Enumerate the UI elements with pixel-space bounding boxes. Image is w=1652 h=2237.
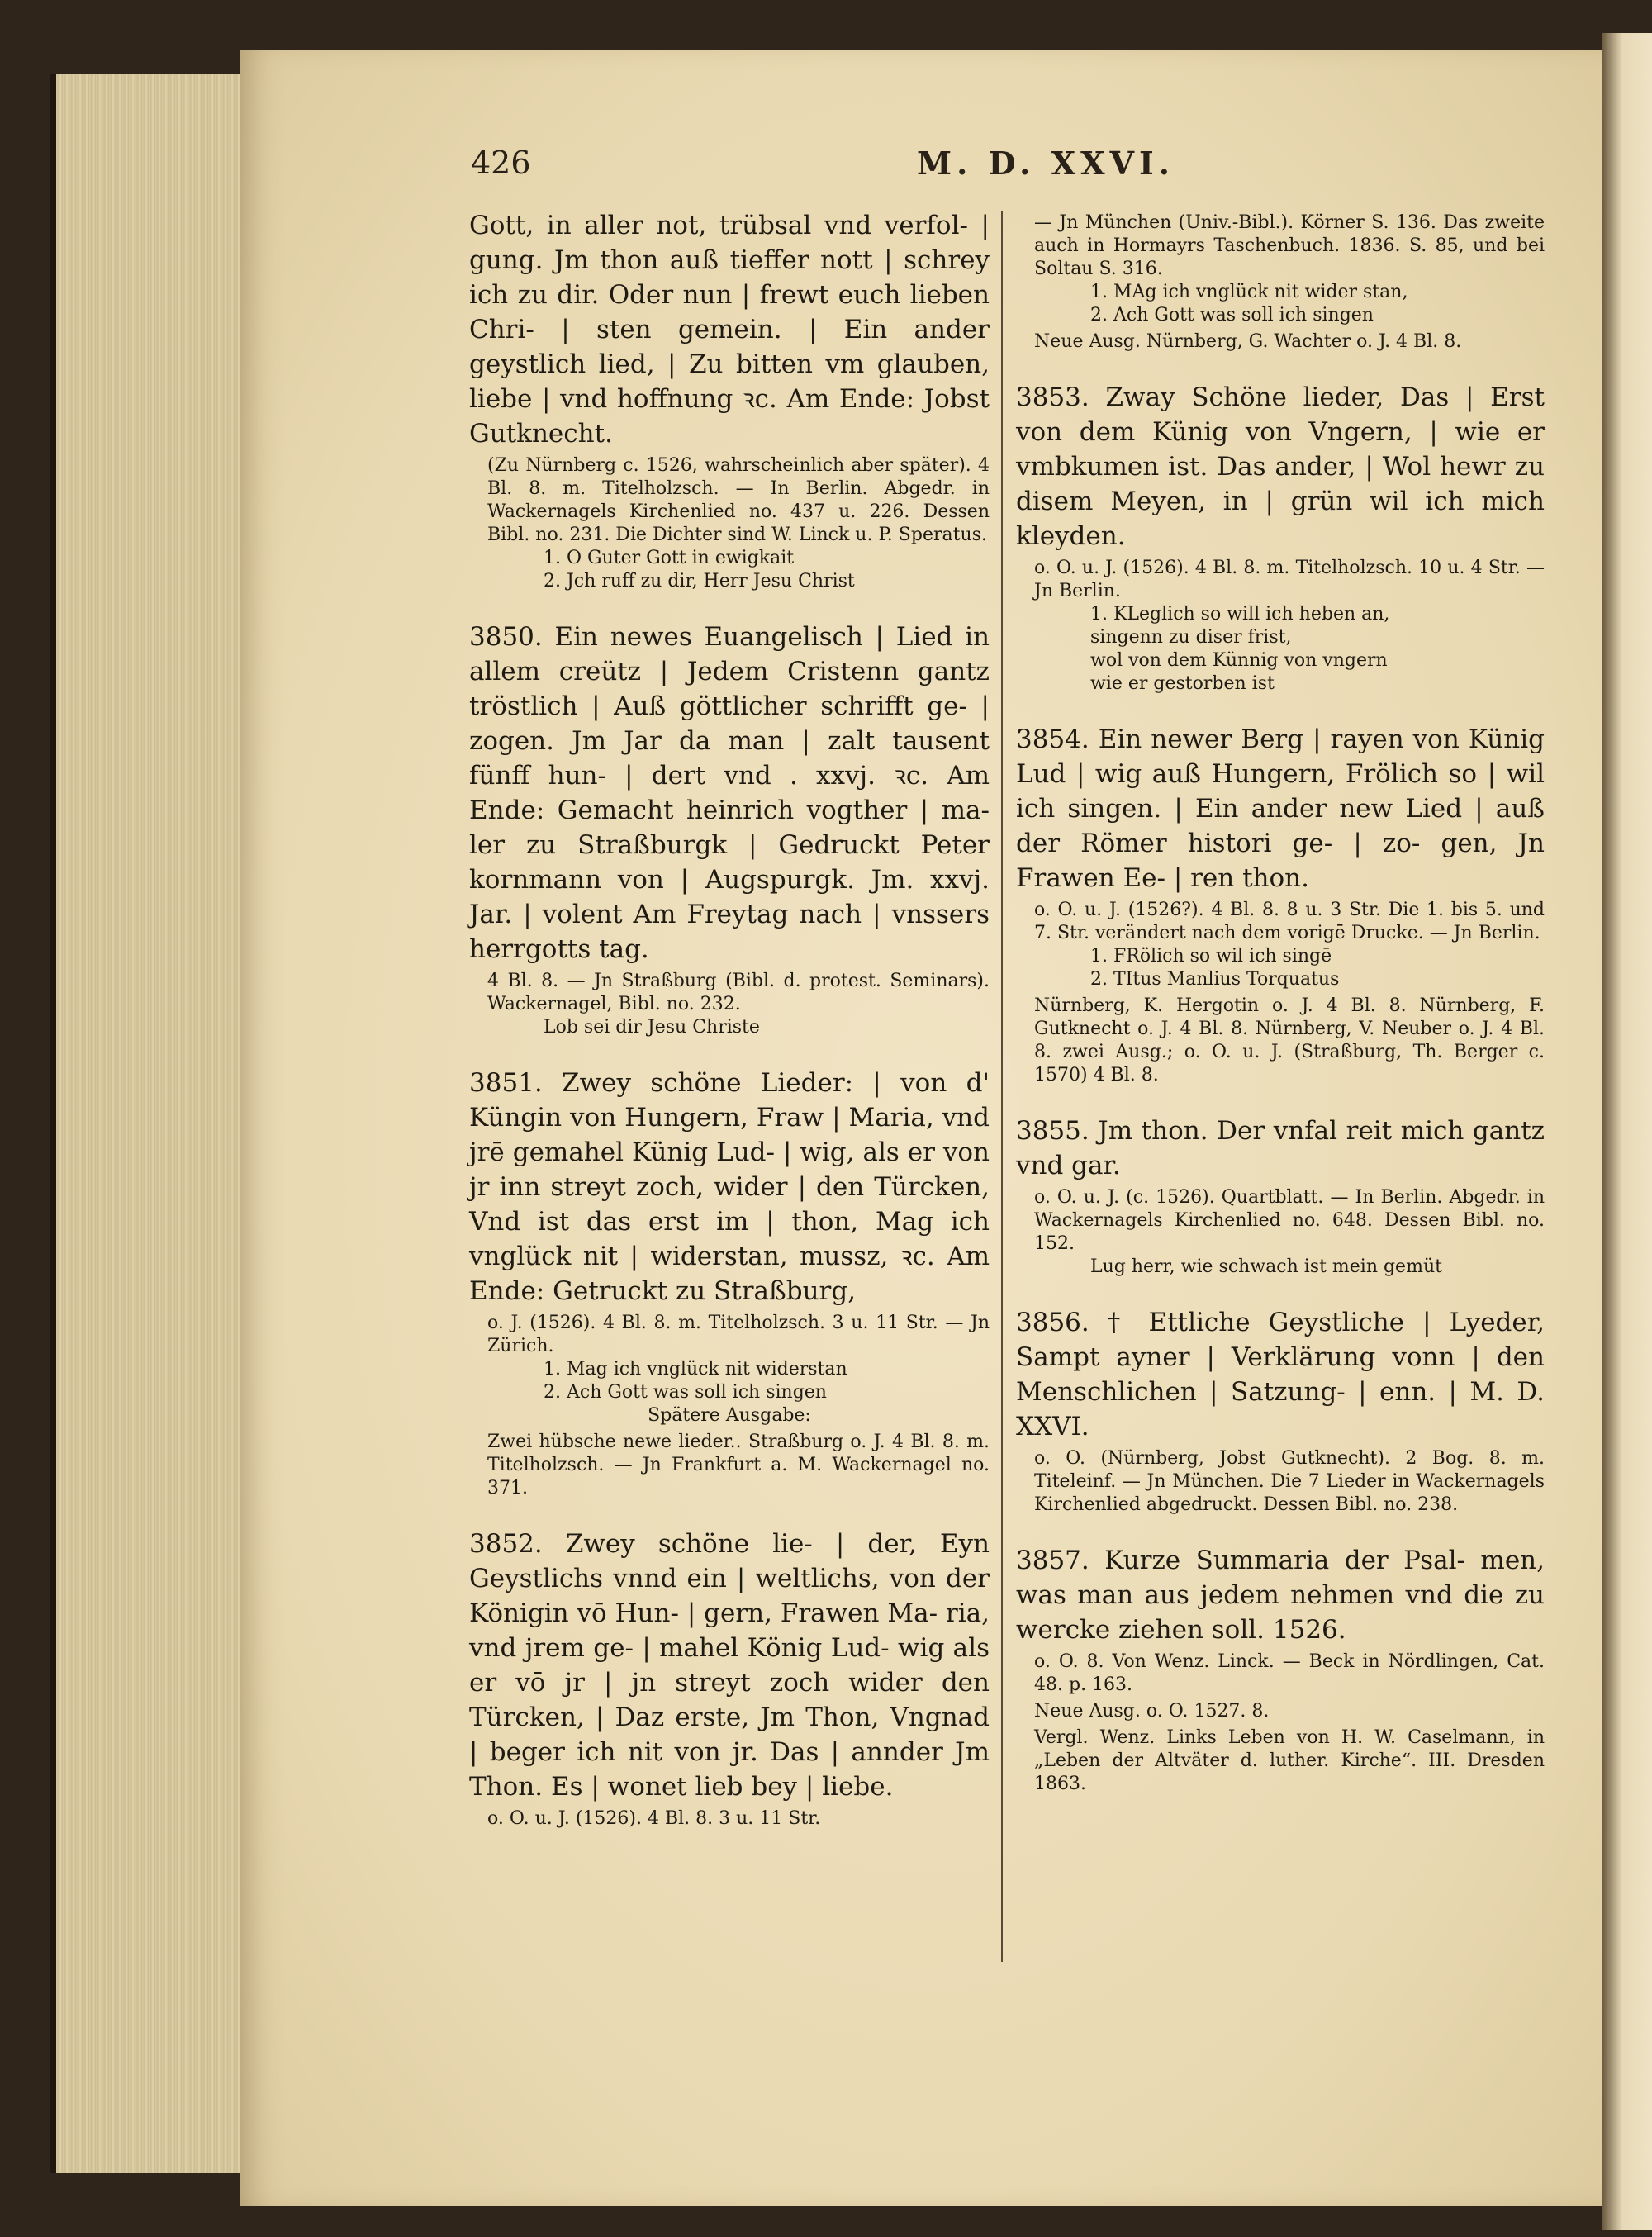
- catalog-entry: [469, 1066, 990, 1500]
- verse-incipit: singenn zu diser frist,: [1090, 627, 1292, 648]
- entry-note: Neue Ausg. Nürnberg, G. Wachter o. J. 4 Bl. 8.: [1034, 331, 1462, 352]
- entry-note: o. O. u. J. (1526). 4 Bl. 8. 3 u. 11 Str.: [487, 1808, 821, 1829]
- verse-incipit: 2. TItus Manlius Torquatus: [1090, 969, 1340, 990]
- verse-incipit: Lob sei dir Jesu Christe: [544, 1017, 760, 1038]
- catalog-entry: [1016, 722, 1545, 1087]
- verse-incipit: Lug herr, wie schwach ist mein gemüt: [1090, 1256, 1442, 1277]
- entry-note: Zwei hübsche newe lieder.. Straßburg o. J. 4 Bl. 8. m. Titelholzsch. — Jn Frankfurt a. M. Wackernagel no. 371.: [487, 1432, 990, 1498]
- column-divider: [1001, 211, 1003, 1962]
- page-edges: [50, 74, 246, 2173]
- entry-note: — Jn München (Univ.-Bibl.). Körner S. 136. Das zweite auch in Hormayrs Taschenbuch. 1836. S. 85, und bei Soltau S. 316.: [1034, 212, 1545, 279]
- verse-incipit: 1. MAg ich vnglück nit wider stan,: [1090, 282, 1408, 302]
- verse-incipit: wol von dem Künnig von vngern: [1090, 650, 1388, 671]
- entry-title: 3853. Zway Schöne lieder, Das | Erst von dem Künig von Vngern, | wie er vmbkumen ist. Das ander, | Wol hewr zu disem Meyen, in | grün wil ich mich kleyden.: [1016, 382, 1545, 551]
- catalog-entry: [469, 620, 990, 1039]
- entry-title: Gott, in aller not, trübsal vnd verfol- | gung. Jm thon auß tieffer nott | schrey ich zu dir. Oder nun | frewt euch lieben Chri- | sten gemein. | Ein ander geystlich lied, | Zu bitten vm glauben, liebe | vnd hoffnung ꝛc. Am Ende: Jobst Gutknecht.: [469, 211, 990, 449]
- catalog-entry: [1016, 211, 1545, 354]
- verse-incipit: 2. Jch ruff zu dir, Herr Jesu Christ: [544, 571, 855, 591]
- catalog-entry: [1016, 1543, 1545, 1796]
- catalog-entry: [469, 208, 990, 593]
- verse-incipit: Spätere Ausgabe:: [648, 1405, 811, 1426]
- entry-note: Nürnberg, K. Hergotin o. J. 4 Bl. 8. Nürnberg, F. Gutknecht o. J. 4 Bl. 8. Nürnberg, V. Neuber o. J. 4 Bl. 8. zwei Ausg.; o. O. u. J. (Straßburg, Th. Berger c. 1570) 4 Bl. 8.: [1034, 995, 1545, 1085]
- entry-note: o. J. (1526). 4 Bl. 8. m. Titelholzsch. 3 u. 11 Str. — Jn Zürich.: [487, 1313, 990, 1356]
- entry-note: o. O. (Nürnberg, Jobst Gutknecht). 2 Bog. 8. m. Titeleinf. — Jn München. Die 7 Lieder in Wackernagels Kirchenlied abgedruckt. Dessen Bibl. no. 238.: [1034, 1448, 1545, 1515]
- catalog-entry: [1016, 1114, 1545, 1279]
- verse-incipit: 2. Ach Gott was soll ich singen: [544, 1382, 827, 1403]
- entry-title: 3854. Ein newer Berg | rayen von Künig Lud | wig auß Hungern, Frölich so | wil ich singen. | Ein ander new Lied | auß der Römer histori ge- | zo- gen, Jn Frawen Ee- | ren thon.: [1016, 724, 1545, 893]
- entry-note: o. O. u. J. (c. 1526). Quartblatt. — In Berlin. Abgedr. in Wackernagels Kirchenlied no. 648. Dessen Bibl. no. 152.: [1034, 1187, 1545, 1254]
- entry-title: 3852. Zwey schöne lie- | der, Eyn Geystlichs vnnd ein | weltlichs, von der Königin vō Hun- | gern, Frawen Ma- ria, vnd jrem ge- | mahel König Lud- wig als er vō jr | jn streyt zoch wider den Türcken, | Daz erste, Jm Thon, Vngnad | beger ich nit von jr. Das | annder Jm Thon. Es | wonet lieb bey | liebe.: [469, 1529, 990, 1802]
- verse-incipit: wie er gestorben ist: [1090, 673, 1275, 694]
- verse-incipit: 1. Mag ich vnglück nit widerstan: [544, 1359, 847, 1380]
- facing-page-edge: [1602, 33, 1652, 2230]
- verse-incipit: 2. Ach Gott was soll ich singen: [1090, 305, 1374, 325]
- entry-note: Vergl. Wenz. Links Leben von H. W. Caselmann, in „Leben der Altväter d. luther. Kirche“. III. Dresden 1863.: [1034, 1727, 1545, 1794]
- catalog-entry: [1016, 380, 1545, 696]
- entry-title: 3851. Zwey schöne Lieder: | von d' Küngin von Hungern, Fraw | Maria, vnd jrē gemahel Künig Lud- | wig, als er von jr inn streyt zoch, wider | den Türcken, Vnd ist das erst im | thon, Mag ich vnglück nit | widerstan, mussz, ꝛc. Am Ende: Getruckt zu Straßburg,: [469, 1068, 990, 1306]
- entry-note: o. O. u. J. (1526). 4 Bl. 8. m. Titelholzsch. 10 u. 4 Str. — Jn Berlin.: [1034, 558, 1545, 601]
- entry-note: 4 Bl. 8. — Jn Straßburg (Bibl. d. protest. Seminars). Wackernagel, Bibl. no. 232.: [487, 971, 990, 1014]
- verse-incipit: 1. FRölich so wil ich singē: [1090, 946, 1332, 967]
- verse-incipit: 1. KLeglich so will ich heben an,: [1090, 604, 1390, 625]
- header-title: M. D. XXVI.: [917, 145, 1175, 182]
- entry-note: o. O. 8. Von Wenz. Linck. — Beck in Nördlingen, Cat. 48. p. 163.: [1034, 1651, 1545, 1695]
- entry-note: (Zu Nürnberg c. 1526, wahrscheinlich aber später). 4 Bl. 8. m. Titelholzsch. — In Berlin. Abgedr. in Wackernagels Kirchenlied no. 437 u. 226. Dessen Bibl. no. 231. Die Dichter sind W. Linck u. P. Speratus.: [487, 455, 990, 545]
- entry-note: Neue Ausg. o. O. 1527. 8.: [1034, 1701, 1270, 1722]
- right-column: [1016, 208, 1545, 1822]
- entry-title: 3850. Ein newes Euangelisch | Lied in allem creütz | Jedem Cristenn gantz tröstlich | Auß göttlicher schrifft ge- | zogen. Jm Jar da man | zalt tausent fünff hun- | dert vnd . xxvj. ꝛc. Am Ende: Gemacht heinrich vogther | ma- ler zu Straßburgk | Gedruckt Peter kornmann von | Augspurgk. Jm. xxvj. Jar. | volent Am Freytag nach | vnssers herrgotts tag.: [469, 622, 990, 964]
- catalog-entry: [469, 1527, 990, 1831]
- catalog-entry: [1016, 1305, 1545, 1517]
- verse-incipit: 1. O Guter Gott in ewigkait: [544, 548, 795, 568]
- entry-title: 3856. † Ettliche Geystliche | Lyeder, Sampt ayner | Verklärung vonn | den Menschlichen | Satzung- | enn. | M. D. XXVI.: [1016, 1308, 1545, 1441]
- entry-note: o. O. u. J. (1526?). 4 Bl. 8. 8 u. 3 Str. Die 1. bis 5. und 7. Str. verändert nach dem vorigē Drucke. — Jn Berlin.: [1034, 900, 1545, 943]
- page-number: 426: [471, 145, 531, 181]
- entry-title: 3857. Kurze Summaria der Psal- men, was man aus jedem nehmen vnd die zu wercke ziehen soll. 1526.: [1016, 1546, 1545, 1645]
- left-column: [469, 208, 990, 1857]
- entry-title: 3855. Jm thon. Der vnfal reit mich gantz vnd gar.: [1016, 1116, 1545, 1180]
- running-head: [471, 145, 1545, 194]
